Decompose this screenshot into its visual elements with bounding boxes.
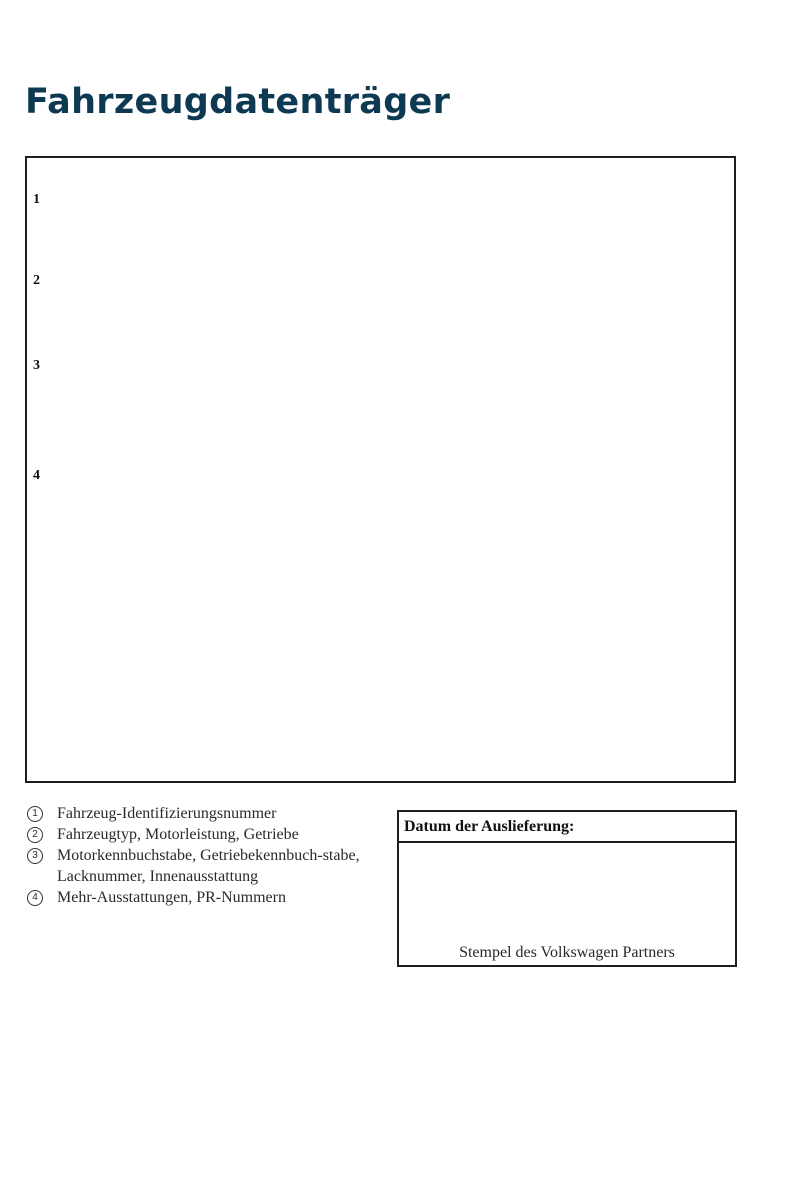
legend-item [27,824,377,845]
delivery-date-box [397,810,737,967]
legend-item [27,845,377,887]
legend-text: Fahrzeug-Identifizierungsnummer [57,805,277,822]
legend-text: Fahrzeugtyp, Motorleistung, Getriebe [57,826,299,843]
dealer-stamp-label: Stempel des Volkswagen Partners [459,944,675,961]
field-legend [27,803,377,908]
legend-number: 3 [27,848,43,864]
legend-text: Motorkennbuchstabe, Getriebekennbuch-stabe, Lacknummer, Innenausstattung [57,847,360,885]
legend-number: 1 [27,806,43,822]
legend-number: 2 [27,827,43,843]
field-number-2: 2 [33,273,40,288]
legend-item [27,887,377,908]
legend-item [27,803,377,824]
legend-text: Mehr-Ausstattungen, PR-Nummern [57,889,286,906]
vehicle-data-box [25,156,736,783]
page-title: Fahrzeugdatenträger [25,82,451,122]
field-number-1: 1 [33,192,40,207]
legend-number: 4 [27,890,43,906]
delivery-date-heading: Datum der Auslieferung: [399,812,735,843]
field-number-3: 3 [33,358,40,373]
field-number-4: 4 [33,468,40,483]
